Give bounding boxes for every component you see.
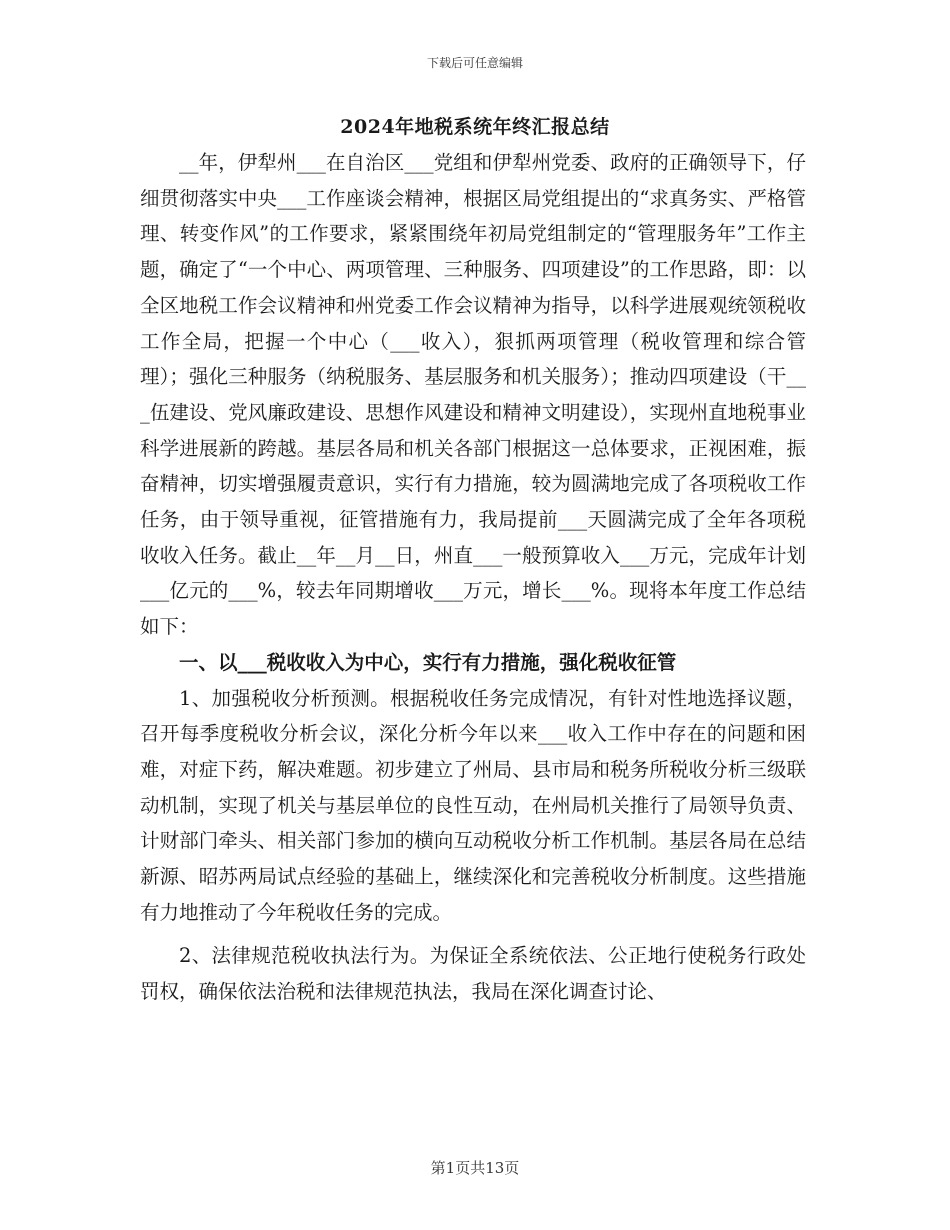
page-header-note: 下载后可任意编辑 [426,56,523,70]
body-paragraph-tax-analysis: 1、加强税收分析预测。根据税收任务完成情况，有针对性地选择议题，召开每季度税收分析会议，深化分析今年以来___收入工作中存在的问题和困难，对症下药，解决难题。初步建立了州局、县市局和税务所税收分析三级联动机制，实现了机关与基层单位的良性互动，在州局机关推行了局领导负责、计财部门牵头、相关部门参加的横向互动税收分析工作机制。基层各局在总结新源、昭苏两局试点经验的基础上，继续深化和完善税收分析制度。这些措施有力地推动了今年税收任务的完成。 [140,686,806,924]
document-title: 2024年地税系统年终汇报总结 [340,116,610,138]
body-paragraph-law-enforcement: 2、法律规范税收执法行为。为保证全系统依法、公正地行使税务行政处罚权，确保依法治税和法律规范执法，我局在深化调查讨论、 [140,944,806,1004]
section-heading-1: 一、以___税收收入为中心，实行有力措施，强化税收征管 [179,650,677,674]
document-body [140,145,806,1010]
body-paragraph-intro: __年，伊犁州___在自治区___党组和伊犁州党委、政府的正确领导下，仔细贯彻落实中央___工作座谈会精神，根据区局党组提出的“求真务实、严格管理、转变作风”的工作要求，紧紧围绕年初局党组制定的“管理服务年”工作主题，确定了“一个中心、两项管理、三种服务、四项建设”的工作思路，即：以全区地税工作会议精神和州党委工作会议精神为指导，以科学进展观统领税收工作全局，把握一个中心（___收入），狠抓两项管理（税收管理和综合管理）；强化三种服务（纳税服务、基层服务和机关服务）；推动四项建设（干___伍建设、党风廉政建设、思想作风建设和精神文明建设），实现州直地税事业科学进展新的跨越。基层各局和机关各部门根据这一总体要求，正视困难，振奋精神，切实增强履责意识，实行有力措施，较为圆满地完成了各项税收工作任务，由于领导重视，征管措施有力，我局提前___天圆满完成了全年各项税收收入任务。截止__年__月__日，州直___一般预算收入___万元，完成年计划___亿元的___%，较去年同期增收___万元，增长___%。现将本年度工作总结如下： [140,151,806,639]
page-number: 第1页共13页 [430,1159,520,1177]
